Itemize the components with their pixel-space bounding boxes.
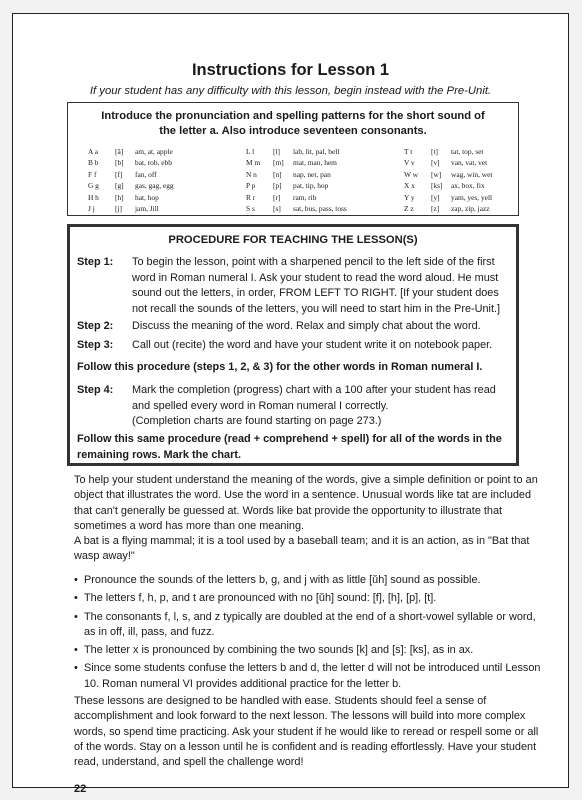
phonogram: [z] [431,204,440,214]
letter-row [404,192,492,203]
example-words: van, vat, vet [451,158,488,168]
step-3 [77,338,510,354]
letter-column [88,146,174,214]
page-subtitle: If your student has any difficulty with this lesson, begin instead with the Pre-Unit. [89,85,492,97]
intro-heading [76,109,510,139]
example-words: ram, rib [293,192,317,202]
step-1 [77,255,510,317]
letter-row [88,146,174,157]
phonogram: [s] [273,204,281,214]
example-words: yam, yes, yell [451,192,493,202]
letter-pair: R r [246,192,256,202]
example-words: nap, net, pan [293,169,331,179]
phonogram: [ă] [115,147,124,156]
phonogram: [f] [115,169,123,179]
step-text [132,383,510,430]
step-4-main: Mark the completion (progress) chart with a 100 after your student has read and spelled every word in Roman numeral I correctly. [132,384,496,412]
letter-pair: S s [246,204,255,214]
letter-row [88,180,174,191]
phonogram: [j] [115,204,122,214]
letter-pair: Y y [404,192,415,202]
phonogram: [r] [273,192,281,202]
bullet-text: Since some students confuse the letters b and d, the letter d will not be introduced until Lesson 10. Roman numeral VI provides additional practice for the letter b. [84,662,541,690]
intro-box [67,102,519,216]
procedure-note: Follow this procedure (steps 1, 2, & 3) for the other words in Roman numeral I. [77,361,483,373]
bullet-list [74,573,550,695]
step-text: To begin the lesson, point with a sharpened pencil to the left side of the first word in Roman numeral I. Ask your student to read the word aloud. He must sound out the letters, in order, FROM LEFT TO RIGHT. [If your student does not recall the sounds of the letters, you will need to start him in the Pre-Unit.] [132,256,501,315]
letter-pair: X x [404,181,415,191]
letter-pair: F f [88,169,97,179]
example-words: jam, Jill [135,204,159,214]
phonogram: [p] [273,181,282,191]
phonogram: [g] [115,181,124,191]
example-words: sat, bus, pass, toss [293,204,347,214]
paragraph-definitions [74,473,546,565]
letter-pair: T t [404,147,413,156]
example-words: mat, man, hem [293,158,337,168]
letter-pair: M m [246,158,261,168]
letter-row [404,146,492,157]
letter-row [246,180,347,191]
letter-pair: B b [88,158,99,168]
bullet-text: The letter x is pronounced by combining the two sounds [k] and [s]: [ks], as in ax. [84,644,474,657]
step-text: Call out (recite) the word and have your student write it on notebook paper. [132,339,493,351]
intro-heading-line: the letter a. Also introduce seventeen consonants. [159,125,427,137]
phonogram: [ks] [431,181,443,191]
letter-pair: W w [404,169,419,179]
letter-pair: G g [88,181,99,191]
step-label: Step 1: [77,256,114,268]
bullet-icon: • [74,662,78,675]
example-words: bat, rob, ebb [135,158,172,168]
bullet-text: The consonants f, l, s, and z typically are doubled at the end of a short-vowel syllable or word, as in off, ill, pass, and fuzz. [84,610,536,638]
letter-pair: J j [88,204,95,214]
letter-row [404,169,492,180]
letter-row [404,203,492,214]
letter-pair: V v [404,158,415,168]
letter-row [88,192,174,203]
example-words: ax, box, fix [451,181,485,191]
letter-column [246,146,347,214]
example-words: tat, top, set [451,147,484,156]
example-words: zap, zip, jazz [451,204,490,214]
bullet-item [74,661,550,692]
procedure-box [67,224,519,466]
letter-pair: P p [246,181,256,191]
step-label: Step 3: [77,339,114,351]
example-words: hat, hop [135,192,159,202]
bullet-icon: • [74,574,78,586]
bullet-text: The letters f, h, p, and t are pronounced with no [ŭh] sound: [f], [h], [p], [t]. [84,592,437,605]
bullet-text: Pronounce the sounds of the letters b, g, and j with as little [ŭh] sound as possible. [84,574,481,586]
letter-row [246,146,347,157]
step-4-note: (Completion charts are found starting on page 273.) [132,415,382,427]
phonogram: [t] [431,147,438,156]
bullet-item [74,643,550,658]
bullet-item [74,610,550,641]
letter-row [404,180,492,191]
phonogram: [m] [273,158,284,168]
bullet-icon: • [74,610,78,623]
letter-row [404,157,492,168]
phonogram: [w] [431,169,442,179]
example-words: pat, tip, hop [293,181,329,191]
bullet-item [74,591,550,606]
letter-row [246,169,347,180]
phonogram: [v] [431,158,440,168]
phonogram: [n] [273,169,282,179]
phonogram: [y] [431,192,440,202]
example-words: wag, win, wet [451,169,493,179]
phonogram: [l] [273,147,280,156]
phonogram: [b] [115,158,124,168]
paragraph-example: A bat is a flying mammal; it is a tool used by a baseball team; and it is an action, as in "Bat that wasp away!" [74,535,530,563]
letter-row [88,203,174,214]
step-label: Step 2: [77,320,114,332]
letter-column [404,146,492,214]
page-number: 22 [74,783,87,795]
bullet-icon: • [74,644,78,657]
example-words: gas, gag, egg [135,181,174,191]
procedure-title: PROCEDURE FOR TEACHING THE LESSON(S) [168,234,418,246]
letter-row [246,203,347,214]
example-words: am, at, apple [135,147,173,156]
intro-heading-line: Introduce the pronunciation and spelling patterns for the short sound of [101,110,485,122]
procedure-note: Follow this same procedure (read + comprehend + spell) for all of the words in the remaining rows. Mark the chart. [77,433,502,461]
letter-row [88,157,174,168]
letter-pair: H h [88,192,99,202]
step-4 [77,383,510,430]
step-text: Discuss the meaning of the word. Relax and simply chat about the word. [132,320,481,332]
letter-row [246,192,347,203]
page-title: Instructions for Lesson 1 [191,61,390,79]
phonogram: [h] [115,192,124,202]
paragraph-closing: These lessons are designed to be handled with ease. Students should feel a sense of accomplishment and look forward to the next lesson. The lessons will build into more complex words, so spend time practicing. Ask your student if he would like to reread or respell some or all of the words. Stay on a lesson until he is confident and is reading effortlessly. Have your student read, understand, and spell the challenge word! [74,695,539,769]
example-words: fan, off [135,169,157,179]
letter-pair: L l [246,147,255,156]
bullet-icon: • [74,592,78,605]
letter-pair: A a [88,147,99,156]
paragraph-text: To help your student understand the meaning of the words, give a simple definition or point to an object that illustrates the word. Use the word in a sentence. Unusual words like tat are included that can't generally be guessed at. Words like bat provide the opportunity to illustrate that sometimes a word has more than one meaning. [74,474,538,532]
bullet-item [74,573,550,588]
example-words: lab, lit, pal, bell [293,147,340,156]
letter-pair: Z z [404,204,414,214]
step-label: Step 4: [77,384,114,396]
letter-pair: N n [246,169,257,179]
step-2 [77,319,510,335]
document-page [12,13,569,795]
letter-row [88,169,174,180]
letter-row [246,157,347,168]
